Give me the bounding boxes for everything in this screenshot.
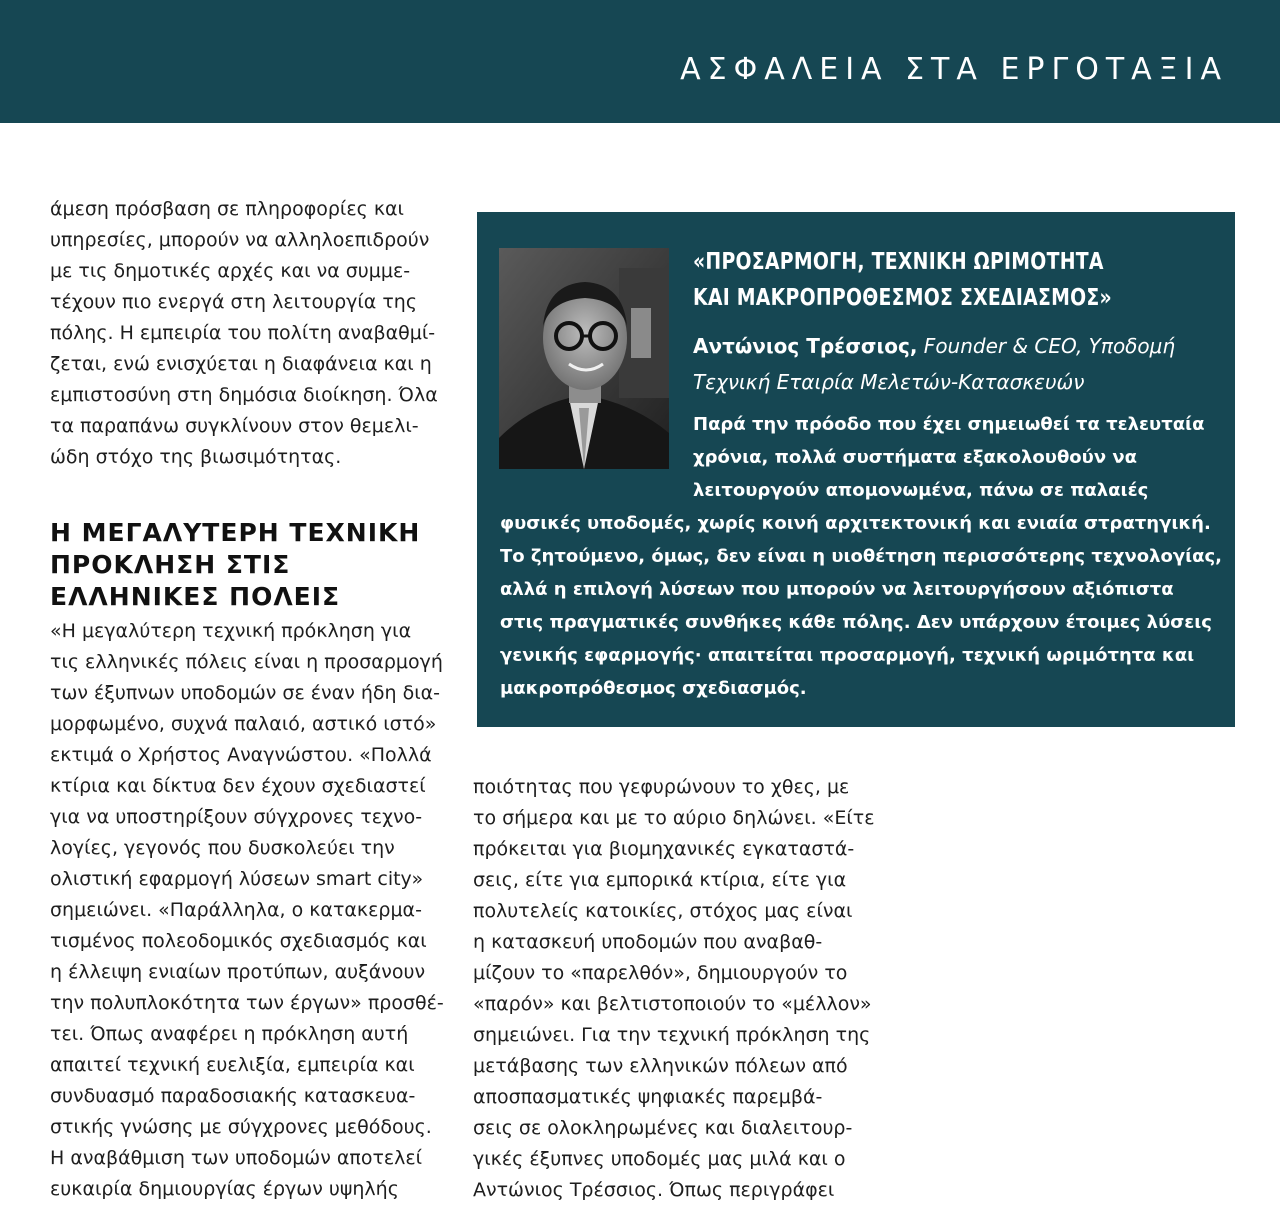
- text-line: μίζουν το «παρελθόν», δημιουργούν το: [473, 962, 848, 984]
- text-line: λογίες, γεγονός που δυσκολεύει την: [50, 837, 395, 859]
- header-band: [0, 0, 1280, 123]
- text-line: Αντώνιος Τρέσσιος. Όπως περιγράφει: [473, 1179, 835, 1201]
- text-line: «Η μεγαλύτερη τεχνική πρόκληση για: [50, 620, 412, 642]
- text-line: τισμένος πολεοδομικός σχεδιασμός και: [50, 930, 427, 952]
- text-line: συνδυασμό παραδοσιακής κατασκευα-: [50, 1085, 416, 1107]
- text-line: ολιστική εφαρμογή λύσεων smart city»: [50, 868, 424, 890]
- quote-body-line: χρόνια, πολλά συστήματα εξακολουθούν να: [693, 447, 1137, 468]
- text-line: γικές έξυπνες υποδομές μας μιλά και ο: [473, 1148, 846, 1170]
- text-line: μετάβασης των ελληνικών πόλεων από: [473, 1055, 848, 1077]
- text-line: σημειώνει. «Παράλληλα, ο κατακερμα-: [50, 899, 422, 921]
- text-line: σεις σε ολοκληρωμένες και διαλειτουρ-: [473, 1117, 853, 1139]
- author-name: Αντώνιος Τρέσσιος,: [693, 334, 918, 358]
- text-line: ώδη στόχο της βιωσιμότητας.: [50, 446, 342, 468]
- text-line: σεις, είτε για εμπορικά κτίρια, είτε για: [473, 869, 847, 891]
- portrait-illustration: [499, 248, 669, 469]
- text-line: τει. Όπως αναφέρει η πρόκληση αυτή: [50, 1023, 409, 1045]
- byline: [693, 328, 1175, 400]
- subheading-line: ΕΛΛΗΝΙΚΕΣ ΠΟΛΕΙΣ: [50, 582, 341, 611]
- text-line: τα παραπάνω συγκλίνουν στον θεμελι-: [50, 415, 419, 437]
- text-line: πόλης. Η εμπειρία του πολίτη αναβαθμί-: [50, 322, 436, 344]
- quote-body-line: αλλά η επιλογή λύσεων που μπορούν να λειτουργήσουν αξιόπιστα: [500, 579, 1174, 600]
- text-line: στικής γνώσης με σύγχρονες μεθόδους.: [50, 1116, 432, 1138]
- text-line: η έλλειψη ενιαίων προτύπων, αυξάνουν: [50, 961, 426, 983]
- quote-body-line: Παρά την πρόοδο που έχει σημειωθεί τα τελευταία: [693, 414, 1205, 435]
- quote-body-line: λειτουργούν απομονωμένα, πάνω σε παλαιές: [693, 480, 1149, 501]
- text-line: εκτιμά ο Χρήστος Αναγνώστου. «Πολλά: [50, 744, 432, 766]
- text-line: των έξυπνων υποδομών σε έναν ήδη δια-: [50, 682, 441, 704]
- quote-body-line: φυσικές υποδομές, χωρίς κοινή αρχιτεκτονική και ενιαία στρατηγική.: [500, 513, 1211, 534]
- text-line: το σήμερα και με το αύριο δηλώνει. «Είτε: [473, 807, 875, 829]
- subheading-line: Η ΜΕΓΑΛΥΤΕΡΗ ΤΕΧΝΙΚΗ: [50, 518, 421, 547]
- portrait-photo: [499, 248, 669, 469]
- text-line: απαιτεί τεχνική ευελιξία, εμπειρία και: [50, 1054, 415, 1076]
- quote-body-line: μακροπρόθεσμος σχεδιασμός.: [500, 678, 807, 699]
- quote-body-line: Το ζητούμενο, όμως, δεν είναι η υιοθέτηση περισσότερης τεχνολογίας,: [500, 546, 1223, 567]
- text-line: τις ελληνικές πόλεις είναι η προσαρμογή: [50, 651, 443, 673]
- text-line: μορφωμένο, συχνά παλαιό, αστικό ιστό»: [50, 713, 437, 735]
- text-line: άμεση πρόσβαση σε πληροφορίες και: [50, 198, 404, 220]
- left-column-bottom-text: [50, 616, 444, 1205]
- section-title: ΑΣΦΑΛΕΙΑ ΣΤΑ ΕΡΓΟΤΑΞΙΑ: [680, 52, 1228, 87]
- text-line: αποσπασματικές ψηφιακές παρεμβά-: [473, 1086, 823, 1108]
- text-line: πολυτελείς κατοικίες, στόχος μας είναι: [473, 900, 853, 922]
- quote-title-line: ΚΑΙ ΜΑΚΡΟΠΡΟΘΕΣΜΟΣ ΣΧΕΔΙΑΣΜΟΣ»: [693, 285, 1112, 311]
- text-line: την πολυπλοκότητα των έργων» προσθέ-: [50, 992, 444, 1014]
- text-line: με τις δημοτικές αρχές και να συμμε-: [50, 260, 411, 282]
- quote-body-line: γενικής εφαρμογής· απαιτείται προσαρμογή, τεχνική ωριμότητα και: [500, 645, 1195, 666]
- text-line: ευκαιρία δημιουργίας έργων υψηλής: [50, 1178, 399, 1200]
- text-line: για να υποστηρίξουν σύγχρονες τεχνο-: [50, 806, 423, 828]
- quote-title: [693, 244, 1204, 316]
- quote-box: [477, 212, 1235, 727]
- text-line: «παρόν» και βελτιστοποιούν το «μέλλον»: [473, 993, 872, 1015]
- text-line: πρόκειται για βιομηχανικές εγκαταστά-: [473, 838, 855, 860]
- author-role: Founder & CEO, Υποδομή: [917, 334, 1176, 358]
- text-line: ζεται, ενώ ενισχύεται η διαφάνεια και η: [50, 353, 432, 375]
- text-line: εμπιστοσύνη στη δημόσια διοίκηση. Όλα: [50, 384, 438, 406]
- middle-column-text: [473, 772, 875, 1206]
- text-line: η κατασκευή υποδομών που αναβαθ-: [473, 931, 823, 953]
- text-line: σημειώνει. Για την τεχνική πρόκληση της: [473, 1024, 871, 1046]
- left-column-top-text: [50, 194, 438, 473]
- text-line: υπηρεσίες, μπορούν να αλληλοεπιδρούν: [50, 229, 430, 251]
- quote-body-line: στις πραγματικές συνθήκες κάθε πόλης. Δεν υπάρχουν έτοιμες λύσεις: [500, 612, 1212, 633]
- quote-title-line: «ΠΡΟΣΑΡΜΟΓΗ, ΤΕΧΝΙΚΗ ΩΡΙΜΟΤΗΤΑ: [693, 249, 1104, 275]
- text-line: ποιότητας που γεφυρώνουν το χθες, με: [473, 776, 850, 798]
- text-line: κτίρια και δίκτυα δεν έχουν σχεδιαστεί: [50, 775, 426, 797]
- subheading: [50, 517, 420, 613]
- author-company: Τεχνική Εταιρία Μελετών-Κατασκευών: [693, 370, 1085, 394]
- text-line: τέχουν πιο ενεργά στη λειτουργία της: [50, 291, 418, 313]
- text-line: Η αναβάθμιση των υποδομών αποτελεί: [50, 1147, 423, 1169]
- subheading-line: ΠΡΟΚΛΗΣΗ ΣΤΙΣ: [50, 550, 291, 579]
